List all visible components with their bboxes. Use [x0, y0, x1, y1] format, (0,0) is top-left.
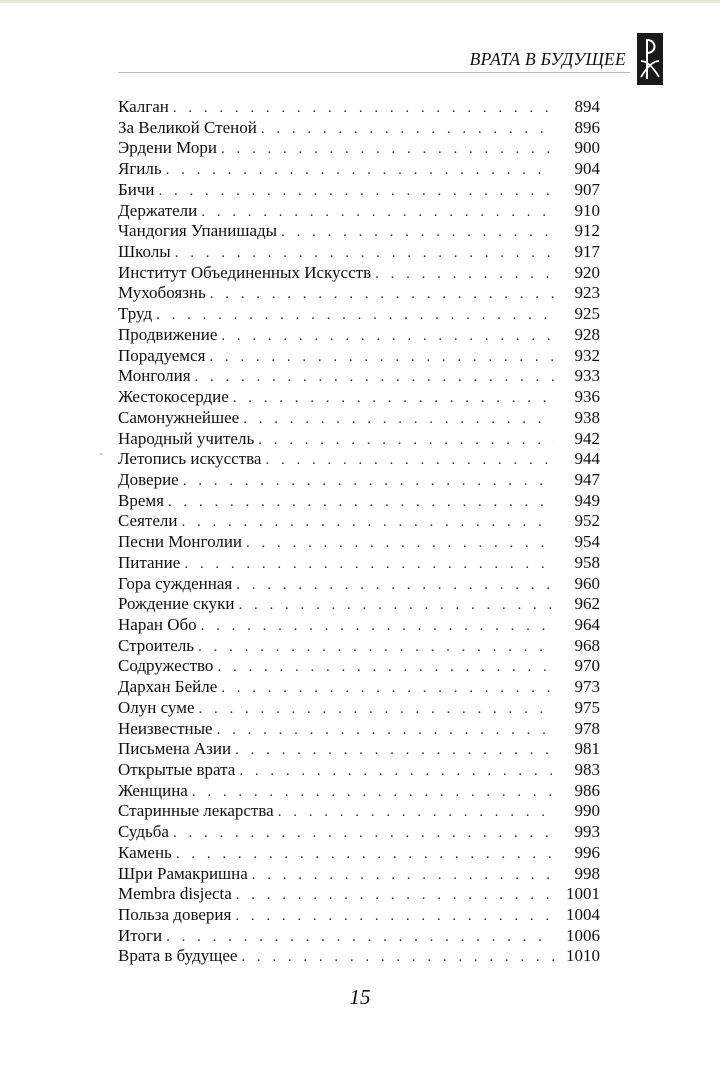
toc-entry-page: 920: [574, 262, 600, 282]
toc-entry-page: 947: [574, 469, 600, 489]
dot-leader: [166, 160, 554, 181]
toc-entry-page: 981: [574, 739, 600, 759]
toc-entry-title: Ягиль: [118, 159, 162, 179]
toc-entry-page: 998: [574, 863, 600, 883]
toc-entry-page: 968: [574, 635, 600, 655]
dot-leader: [221, 678, 554, 699]
toc-entry: [118, 325, 600, 346]
dot-leader: [175, 243, 554, 264]
toc-entry: [118, 118, 600, 139]
dot-leader: [239, 761, 554, 782]
toc-entry-page: 923: [574, 283, 600, 303]
dot-leader: [236, 575, 554, 596]
toc-entry-page: 975: [574, 697, 600, 717]
toc-entry: [118, 615, 600, 636]
toc-entry: [118, 926, 600, 947]
toc-entry-page: 954: [574, 532, 600, 552]
toc-entry-page: 1006: [566, 925, 600, 945]
dot-leader: [221, 139, 554, 160]
toc-entry-page: 983: [574, 760, 600, 779]
toc-entry-page: 962: [574, 594, 600, 614]
toc-entry: [118, 429, 600, 450]
toc-entry-title: Время: [118, 490, 164, 510]
dot-leader: [238, 595, 554, 616]
toc-entry: [118, 636, 600, 657]
dot-leader: [281, 222, 554, 243]
toc-entry: [118, 201, 600, 222]
dot-leader: [246, 533, 554, 554]
toc-entry-title: Чандогия Упанишады: [118, 221, 278, 241]
toc-entry: [118, 553, 600, 574]
toc-entry: [118, 946, 600, 967]
toc-entry-page: 942: [574, 428, 600, 448]
dot-leader: [217, 720, 554, 741]
toc-entry-page: 964: [574, 614, 600, 634]
toc-entry-title: Летопись искусства: [118, 449, 262, 469]
toc-entry: [118, 532, 600, 553]
toc-entry-page: 932: [574, 345, 600, 365]
paper-speck: [100, 453, 102, 455]
toc-entry-page: 1004: [566, 905, 600, 925]
toc-entry-title: Шри Рамакришна: [118, 863, 248, 883]
dot-leader: [159, 181, 554, 202]
toc-entry-page: 1001: [566, 884, 600, 904]
table-of-contents: [118, 97, 600, 967]
toc-entry: [118, 760, 600, 781]
toc-entry: [118, 366, 600, 387]
toc-entry: [118, 387, 600, 408]
dot-leader: [243, 409, 554, 430]
toc-entry: [118, 159, 600, 180]
toc-entry-page: 928: [574, 324, 600, 344]
toc-entry-page: 996: [574, 842, 600, 862]
dot-leader: [199, 699, 554, 720]
toc-entry: [118, 594, 600, 615]
dot-leader: [278, 802, 554, 823]
toc-entry-page: 986: [574, 780, 600, 800]
running-head-title: ВРАТА В БУДУЩЕЕ: [469, 49, 626, 69]
toc-entry-page: 958: [574, 552, 600, 572]
toc-entry: [118, 905, 600, 926]
toc-entry: [118, 491, 600, 512]
dot-leader: [156, 305, 554, 326]
toc-entry-title: Сеятели: [118, 511, 178, 531]
toc-entry: [118, 864, 600, 885]
toc-entry: [118, 719, 600, 740]
toc-entry: [118, 884, 600, 905]
dot-leader: [233, 388, 554, 409]
dot-leader: [173, 98, 554, 119]
toc-entry-page: 933: [574, 366, 600, 386]
toc-entry-title: Рождение скуки: [118, 594, 235, 614]
dot-leader: [235, 906, 554, 927]
toc-entry-title: Содружество: [118, 656, 214, 676]
toc-entry-page: 952: [574, 511, 600, 531]
dot-leader: [198, 637, 554, 658]
toc-entry-title: Мухобоязнь: [118, 283, 206, 303]
dot-leader: [184, 554, 554, 575]
dot-leader: [235, 740, 554, 761]
page-top-edge: [0, 0, 720, 3]
toc-entry-page: 904: [574, 159, 600, 179]
toc-entry-page: 993: [574, 822, 600, 842]
toc-entry-title: Калган: [118, 97, 169, 116]
dot-leader: [176, 844, 554, 865]
dot-leader: [241, 947, 554, 968]
toc-entry-page: 944: [574, 449, 600, 469]
toc-entry: [118, 843, 600, 864]
toc-entry-page: 894: [574, 97, 600, 116]
toc-entry: [118, 822, 600, 843]
toc-entry-title: Membra disjecta: [118, 884, 232, 904]
toc-entry: [118, 470, 600, 491]
dot-leader: [192, 782, 554, 803]
toc-entry: [118, 346, 600, 367]
toc-entry-page: 925: [574, 304, 600, 324]
toc-entry-title: Итоги: [118, 925, 163, 945]
dot-leader: [181, 512, 554, 533]
toc-entry-title: Институт Объединенных Искусств: [118, 262, 372, 282]
dot-leader: [221, 326, 554, 347]
toc-entry-page: 1010: [566, 946, 600, 966]
toc-entry-title: Школы: [118, 242, 171, 262]
toc-entry-title: Камень: [118, 842, 172, 862]
toc-entry: [118, 449, 600, 470]
toc-entry-page: 970: [574, 656, 600, 676]
toc-entry-page: 896: [574, 117, 600, 137]
toc-entry: [118, 656, 600, 677]
toc-entry-title: Жестокосердие: [118, 387, 229, 407]
toc-entry-title: Бичи: [118, 179, 155, 199]
toc-entry-title: Открытые врата: [118, 760, 236, 779]
toc-entry-title: Труд: [118, 304, 153, 324]
toc-entry-title: Доверие: [118, 469, 179, 489]
dot-leader: [201, 616, 554, 637]
toc-entry-title: Польза доверия: [118, 905, 232, 925]
toc-entry-page: 978: [574, 718, 600, 738]
toc-entry: [118, 263, 600, 284]
running-head: [468, 46, 628, 73]
toc-entry-page: 910: [574, 200, 600, 220]
toc-entry: [118, 221, 600, 242]
toc-entry-title: Гора сужденная: [118, 573, 233, 593]
dot-leader: [236, 885, 554, 906]
toc-entry-title: Строитель: [118, 635, 195, 655]
toc-entry: [118, 97, 600, 118]
dot-leader: [168, 492, 554, 513]
toc-entry: [118, 739, 600, 760]
dot-leader: [252, 865, 554, 886]
toc-entry-title: Дархан Бейле: [118, 677, 218, 697]
toc-entry-title: Судьба: [118, 822, 169, 842]
toc-entry-page: 938: [574, 407, 600, 427]
dot-leader: [166, 927, 554, 948]
toc-entry-title: Продвижение: [118, 324, 218, 344]
toc-entry-page: 900: [574, 138, 600, 158]
dot-leader: [195, 367, 554, 388]
toc-entry-title: Народный учитель: [118, 428, 255, 448]
toc-entry-page: 917: [574, 242, 600, 262]
toc-entry: [118, 677, 600, 698]
toc-entry-title: Монголия: [118, 366, 191, 386]
toc-entry-title: Старинные лекарства: [118, 801, 274, 821]
toc-entry-title: Порадуемся: [118, 345, 206, 365]
toc-entry: [118, 304, 600, 325]
toc-entry-page: 990: [574, 801, 600, 821]
dot-leader: [265, 450, 554, 471]
toc-entry-title: Песни Монголии: [118, 532, 243, 552]
dot-leader: [201, 202, 554, 223]
toc-entry: [118, 180, 600, 201]
toc-entry-title: Держатели: [118, 200, 198, 220]
toc-entry: [118, 511, 600, 532]
header-rule: [118, 72, 630, 73]
toc-entry-title: Самонужнейшее: [118, 407, 240, 427]
toc-entry-page: 960: [574, 573, 600, 593]
toc-entry-page: 936: [574, 387, 600, 407]
dot-leader: [258, 430, 554, 451]
toc-entry-page: 973: [574, 677, 600, 697]
toc-entry: [118, 574, 600, 595]
rerikh-sign-icon: [637, 33, 663, 85]
dot-leader: [375, 264, 554, 285]
toc-entry: [118, 242, 600, 263]
toc-entry-title: Женщина: [118, 780, 188, 800]
toc-entry-title: Письмена Азии: [118, 739, 232, 759]
dot-leader: [173, 823, 554, 844]
toc-entry: [118, 138, 600, 159]
toc-entry-title: Врата в будущее: [118, 946, 238, 966]
toc-entry-title: За Великой Стеной: [118, 117, 257, 137]
dot-leader: [261, 119, 554, 140]
page-number: 15: [349, 985, 371, 1009]
dot-leader: [183, 471, 554, 492]
toc-entry: [118, 283, 600, 304]
dot-leader: [209, 347, 554, 368]
toc-entry: [118, 698, 600, 719]
toc-entry-title: Эрдени Мори: [118, 138, 217, 158]
toc-entry-title: Наран Обо: [118, 614, 197, 634]
toc-entry: [118, 801, 600, 822]
dot-leader: [217, 657, 554, 678]
toc-entry: [118, 408, 600, 429]
toc-entry-page: 949: [574, 490, 600, 510]
toc-entry-page: 907: [574, 179, 600, 199]
toc-entry-page: 912: [574, 221, 600, 241]
toc-entry-title: Олун суме: [118, 697, 195, 717]
dot-leader: [210, 284, 554, 305]
toc-entry: [118, 781, 600, 802]
toc-entry-title: Неизвестные: [118, 718, 213, 738]
toc-entry-title: Питание: [118, 552, 181, 572]
